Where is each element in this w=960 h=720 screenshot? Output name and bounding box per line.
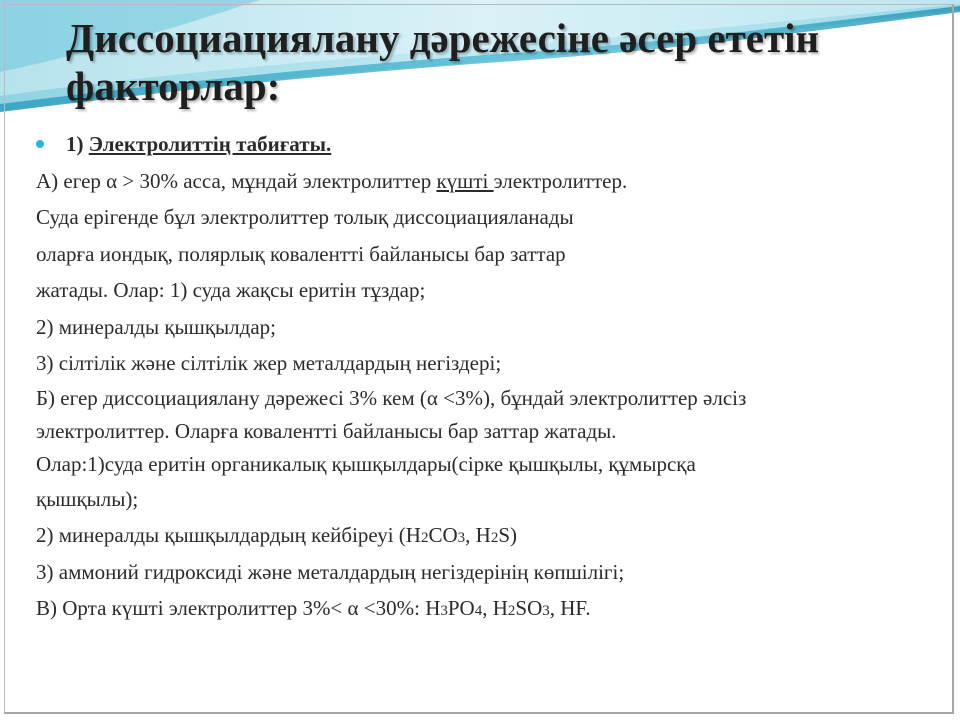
line-v-prefix: В) Орта күшті электролиттер 3%< α <30%: — [36, 596, 426, 620]
line-b-2: электролиттер. Оларға ковалентті байланысы бар заттар жатады. — [36, 418, 617, 443]
formula-h2co3: H2CO3 — [405, 523, 466, 547]
heading-text: Электролиттің табиғаты. — [88, 132, 332, 156]
text-line-3: жатады. Олар: 1) суда жақсы еритін тұздар; — [36, 278, 426, 302]
line-a-after: электролиттер. — [493, 168, 628, 193]
line-b-1: Б) егер диссоциациялану дәрежесі 3% кем (α <3%), бұндай электролиттер әлсіз — [36, 385, 747, 410]
line-2-sep: , — [465, 523, 476, 547]
line-2-prefix: 2) минералды қышқылдардың кейбіреуі ( — [36, 523, 406, 547]
text-line-1: Суда ерігенде бұл электролиттер толық диссоциацияланады — [36, 205, 574, 229]
line-a — [36, 163, 936, 200]
bullet-heading — [36, 126, 936, 163]
text-line-5: 3) сілтілік және сілтілік жер металдардың негіздері; — [36, 351, 502, 375]
line-v — [36, 590, 936, 627]
formula-h2s: H2S — [475, 523, 510, 547]
line-v-sep1: , — [482, 596, 493, 620]
line-3: 3) аммоний гидроксиді және металдардың негіздерінің көпшілігі; — [36, 559, 625, 584]
line-v-sep2: , — [549, 596, 561, 620]
heading-number: 1) — [66, 132, 89, 156]
text-line-4: 2) минералды қышқылдар; — [36, 314, 276, 339]
slide-title — [66, 14, 926, 110]
formula-hf: HF. — [560, 596, 591, 620]
line-2-formulas — [36, 517, 936, 554]
text-line-2: оларға иондық, полярлық ковалентті байланысы бар заттар — [36, 241, 566, 266]
line-b-end: қышқылы); — [36, 486, 139, 511]
slide-body — [36, 126, 936, 627]
line-a-before: А) егер α > 30% асса, мұндай электролиттер — [36, 168, 437, 193]
title-line-1: Диссоциациялану дәрежесіне әсер ететін — [66, 15, 820, 61]
title-line-2: факторлар: — [66, 63, 281, 109]
formula-h2so3: H2SO3 — [492, 596, 550, 620]
line-b-paragraph — [36, 382, 936, 481]
line-b-3: Олар:1)суда еритін органикалық қышқылдары(сірке қышқылы, құмырсқа — [36, 451, 696, 476]
line-a-underlined: күшті — [436, 168, 494, 193]
bullet-dot-icon — [36, 140, 44, 148]
line-2-suffix: ) — [510, 523, 517, 547]
formula-h3po4: H3PO4 — [425, 596, 483, 620]
